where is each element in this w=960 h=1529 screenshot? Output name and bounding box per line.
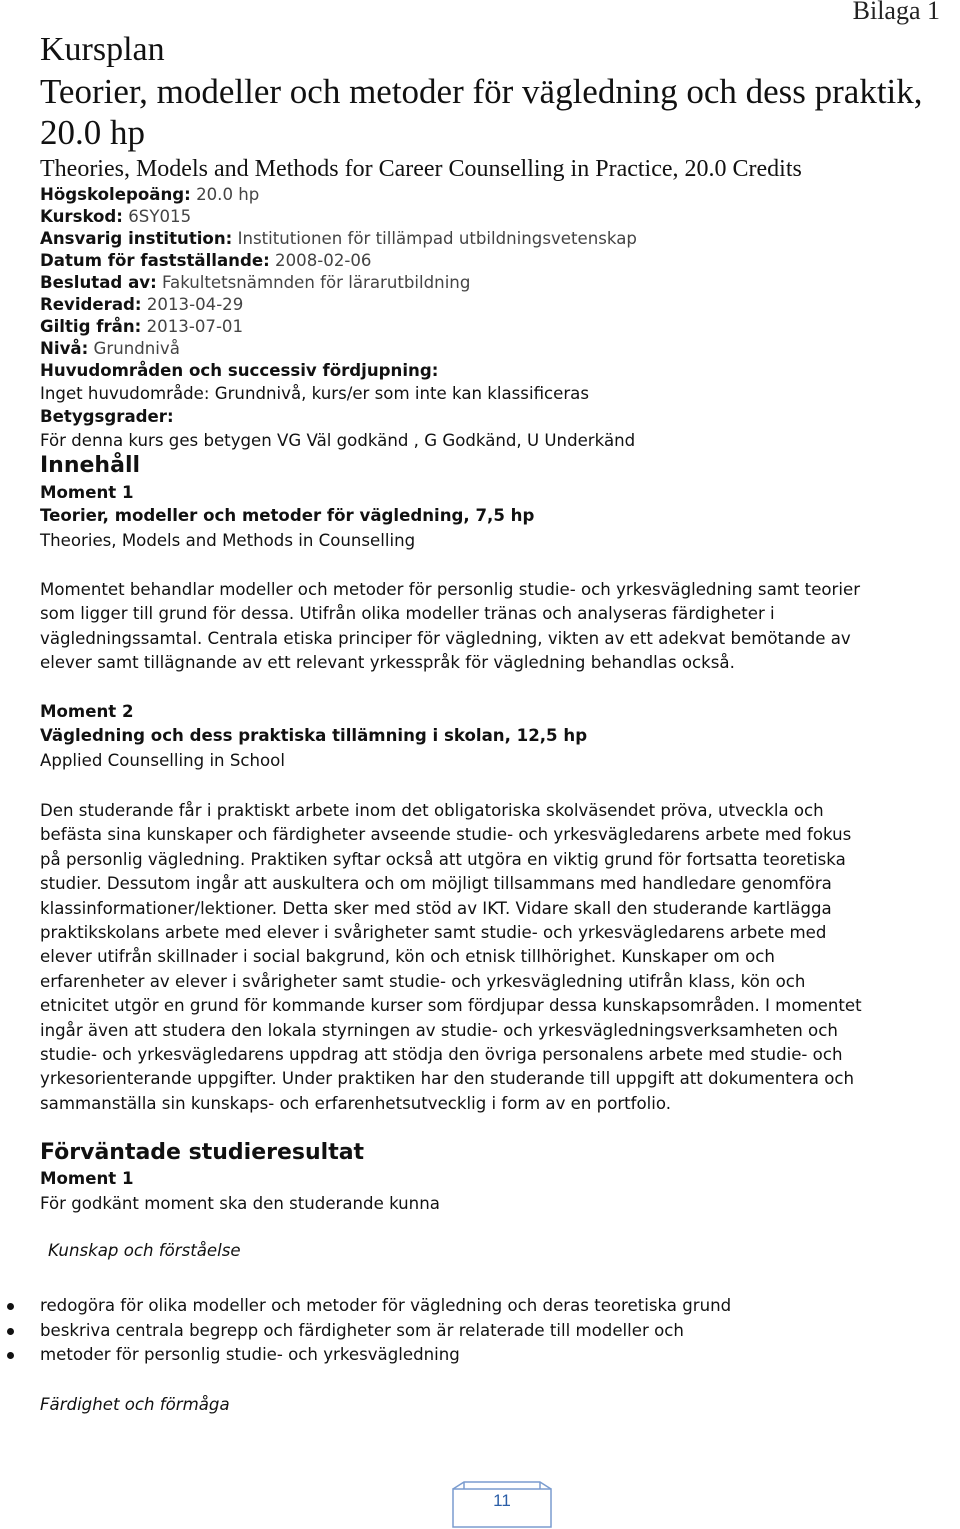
moment2-description	[40, 799, 952, 1116]
meta-value: 2013-07-01	[146, 317, 244, 336]
paragraph-line: som ligger till grund för dessa. Utifrån olika modeller tränas och analyseras färdigheter i	[40, 604, 775, 624]
meta-revised	[40, 294, 243, 316]
paragraph-line: erfarenheter av elever i svårigheter samt studie- och yrkesvägledning utifrån klass, kön och	[40, 971, 806, 991]
list-item	[40, 1294, 731, 1318]
meta-credits	[40, 184, 259, 206]
meta-value: Grundnivå	[93, 339, 180, 358]
meta-label: Reviderad:	[40, 295, 142, 314]
meta-label: Giltig från:	[40, 317, 142, 336]
moment1-title: Teorier, modeller och metoder för vägledning, 7,5 hp	[40, 506, 535, 525]
list-item	[40, 1343, 460, 1367]
page-number: 11	[493, 1491, 511, 1510]
paragraph-line: elever samt tillägnande av ett relevant yrkesspråk för vägledning behandlas också.	[40, 653, 735, 673]
paragraph-line: yrkesorienterande uppgifter. Under praktiken har den studerande till uppgift att dokumentera och	[40, 1069, 855, 1089]
content-heading: Innehåll	[40, 453, 141, 478]
paragraph-line: praktikskolans arbete med elever i svårigheter samt studie- och yrkesvägledarens arbete med	[40, 923, 827, 943]
paragraph-line: etnicitet utgör en grund för kommande kurser som fördjupar dessa kunskapsområden. I momentet	[40, 996, 862, 1016]
meta-decided-by	[40, 272, 470, 294]
moment2-title: Vägledning och dess praktiska tillämning i skolan, 12,5 hp	[40, 726, 588, 745]
moment1-subtitle: Theories, Models and Methods in Counselling	[40, 531, 416, 550]
list-item-text: metoder för personlig studie- och yrkesvägledning	[40, 1345, 460, 1364]
meta-institution	[40, 228, 637, 250]
bullet-icon	[7, 1303, 14, 1310]
list-item-text: redogöra för olika modeller och metoder för vägledning och deras teoretiska grund	[40, 1296, 732, 1315]
bullet-icon	[7, 1352, 14, 1359]
skills-heading: Färdighet och förmåga	[40, 1395, 230, 1414]
meta-label: Högskolepoäng:	[40, 185, 191, 204]
paragraph-line: sammanställa sin kunskaps- och erfarenhetsutvecklig i form av en portfolio.	[40, 1093, 672, 1113]
outcomes-intro: För godkänt moment ska den studerande kunna	[40, 1194, 440, 1213]
bullet-icon	[7, 1328, 14, 1335]
grades-value: För denna kurs ges betygen VG Väl godkänd , G Godkänd, U Underkänd	[40, 431, 636, 450]
moment1-label: Moment 1	[40, 483, 134, 502]
meta-value: Fakultetsnämnden för lärarutbildning	[162, 273, 471, 292]
meta-value: 2008-02-06	[275, 251, 372, 270]
document-type: Kursplan	[40, 31, 165, 68]
paragraph-line: Momentet behandlar modeller och metoder för personlig studie- och yrkesvägledning samt teorier	[40, 580, 861, 599]
moment1-description	[40, 578, 952, 676]
meta-value: Institutionen för tillämpad utbildningsvetenskap	[237, 229, 637, 248]
course-title-swedish: Teorier, modeller och metoder för vägledning och dess praktik, 20.0 hp	[40, 72, 923, 152]
course-title-english: Theories, Models and Methods for Career Counselling in Practice, 20.0 Credits	[40, 156, 802, 182]
meta-label: Kurskod:	[40, 207, 123, 226]
meta-level	[40, 338, 180, 360]
outcomes-heading: Förväntade studieresultat	[40, 1140, 365, 1165]
knowledge-heading: Kunskap och förståelse	[48, 1241, 241, 1260]
moment2-label: Moment 2	[40, 702, 134, 721]
paragraph-line: Den studerande får i praktiskt arbete inom det obligatoriska skolväsendet pröva, utveckla och	[40, 801, 824, 820]
paragraph-line: elever utifrån skillnader i social bakgrund, kön och etnisk tillhörighet. Kunskaper om och	[40, 947, 775, 967]
paragraph-line: på personlig vägledning. Praktiken syftar också att utgöra en viktig grund för fortsatta teoretiska	[40, 849, 846, 869]
paragraph-line: vägledningssamtal. Centrala etiska principer för vägledning, vikten av ett adekvat bemötande av	[40, 628, 851, 648]
page-number-box	[452, 1481, 552, 1521]
meta-label: Nivå:	[40, 339, 89, 358]
list-item	[40, 1319, 684, 1343]
annex-label: Bilaga 1	[852, 0, 940, 25]
meta-established-date	[40, 250, 371, 272]
meta-course-code	[40, 206, 191, 228]
meta-value: 6SY015	[128, 207, 192, 226]
main-areas-label: Huvudområden och successiv fördjupning:	[40, 361, 439, 380]
grades-label: Betygsgrader:	[40, 407, 174, 426]
paragraph-line: ingår även att studera den lokala styrningen av studie- och yrkesvägledningsverksamheten och	[40, 1020, 838, 1040]
meta-valid-from	[40, 316, 243, 338]
main-areas-value: Inget huvudområde: Grundnivå, kurs/er som inte kan klassificeras	[40, 384, 589, 403]
meta-value: 20.0 hp	[196, 185, 260, 204]
list-item-text: beskriva centrala begrepp och färdigheter som är relaterade till modeller och	[40, 1321, 684, 1340]
moment2-subtitle: Applied Counselling in School	[40, 751, 285, 770]
paragraph-line: befästa sina kunskaper och färdigheter avseende studie- och yrkesvägledarens arbete med fokus	[40, 825, 852, 845]
meta-value: 2013-04-29	[146, 295, 244, 314]
paragraph-line: studie- och yrkesvägledarens uppdrag att stödja den övriga personalens arbete med studie- och	[40, 1045, 843, 1065]
paragraph-line: klassinformationer/lektioner. Detta sker med stöd av IKT. Vidare skall den studerande kartlägga	[40, 898, 832, 918]
paragraph-line: studier. Dessutom ingår att auskultera och om möjligt tillsammans med handledare genomföra	[40, 874, 832, 894]
meta-label: Datum för fastställande:	[40, 251, 270, 270]
outcomes-moment-label: Moment 1	[40, 1169, 134, 1188]
meta-label: Ansvarig institution:	[40, 229, 233, 248]
meta-label: Beslutad av:	[40, 273, 157, 292]
